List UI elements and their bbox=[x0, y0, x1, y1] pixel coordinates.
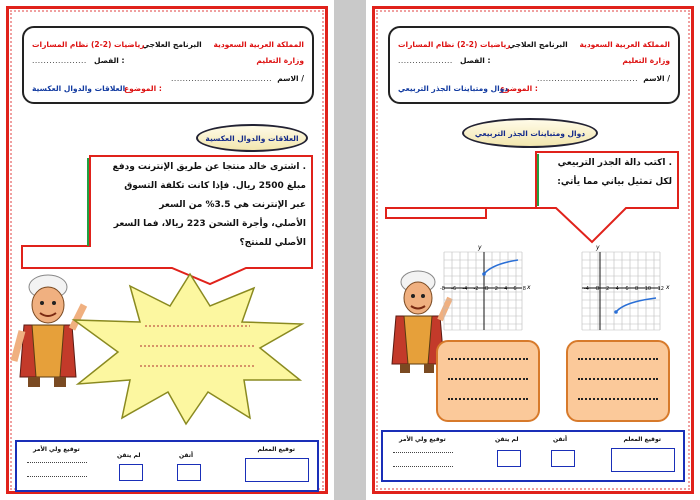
name-field[interactable]: ................................... bbox=[171, 74, 272, 83]
parent-signature-line[interactable] bbox=[393, 466, 453, 467]
tick-label: 4 bbox=[504, 286, 508, 292]
signature-box bbox=[381, 430, 685, 482]
teacher-signature-label: توقيع المعلم bbox=[257, 446, 295, 453]
graph-1-x-ticks bbox=[440, 286, 526, 292]
header-box bbox=[388, 26, 680, 104]
kingdom-label: المملكة العربية السعودية bbox=[213, 40, 304, 49]
question-line: عبر الإنترنت هي 3.5% من السعر bbox=[159, 200, 306, 210]
course-label: رياضيات (2-2) نظام المسارات bbox=[32, 40, 145, 49]
header-box bbox=[22, 26, 314, 104]
tick-label: 8 bbox=[522, 286, 526, 292]
graph-2-y-label: y bbox=[596, 244, 600, 251]
question-line: الأصلي للمنتج؟ bbox=[239, 238, 306, 248]
graph-2-x-label: x bbox=[666, 284, 670, 291]
tick-label: -4 bbox=[584, 286, 589, 292]
tick-label: 6 bbox=[625, 286, 629, 292]
not-mastered-label: لم يتقن bbox=[117, 452, 141, 459]
question-text bbox=[542, 154, 672, 192]
class-field[interactable]: ................... bbox=[398, 56, 453, 65]
graph-1-y-label: y bbox=[478, 244, 482, 251]
tick-label: 4 bbox=[615, 286, 619, 292]
parent-signature-line[interactable] bbox=[27, 476, 87, 477]
tick-label: 8 bbox=[635, 286, 639, 292]
question-line: مبلغ 2500 ريال. فإذا كانت تكلفة التسوق bbox=[124, 181, 306, 191]
teacher-signature-field[interactable] bbox=[245, 458, 309, 482]
tick-label: -2 bbox=[473, 286, 479, 292]
topic-label: الموضوع : bbox=[500, 84, 538, 93]
teacher-signature-label: توقيع المعلم bbox=[623, 436, 661, 443]
tick-label: -6 bbox=[451, 286, 457, 292]
tick-label: -4 bbox=[462, 286, 468, 292]
program-label: البرنامج العلاجي bbox=[508, 40, 568, 49]
class-field[interactable]: ................... bbox=[32, 56, 87, 65]
topic-value: دوال ومتباينات الجذر التربيعي bbox=[398, 84, 509, 93]
teacher-signature-field[interactable] bbox=[611, 448, 675, 472]
topic-title-oval bbox=[462, 118, 598, 148]
graph-1-x-label: x bbox=[527, 284, 531, 291]
worksheet-page-right bbox=[366, 0, 700, 500]
tick-label: 6 bbox=[513, 286, 517, 292]
name-field[interactable]: ................................... bbox=[537, 74, 638, 83]
tick-label: 12 bbox=[657, 286, 664, 292]
tick-label: O bbox=[484, 286, 489, 292]
question-line: الأصلي، وأجرة الشحن 223 ريالا، فما السعر bbox=[113, 219, 306, 229]
not-mastered-checkbox[interactable] bbox=[119, 464, 143, 481]
class-label: الفصل : bbox=[460, 56, 491, 65]
mastered-label: أتقن bbox=[553, 436, 568, 443]
question-line: . اكتب دالة الجذر التربيعي bbox=[557, 158, 672, 168]
answer-box-2[interactable] bbox=[566, 340, 670, 422]
course-label: رياضيات (2-2) نظام المسارات bbox=[398, 40, 511, 49]
name-label: الاسم / bbox=[643, 74, 670, 83]
topic-title: العلاقات والدوال العكسية bbox=[205, 133, 299, 143]
tick-label: -8 bbox=[440, 286, 445, 292]
mastered-label: أتقن bbox=[179, 452, 194, 459]
graph-2-x-ticks bbox=[584, 286, 664, 292]
parent-signature-label: توقيع ولي الأمر bbox=[33, 446, 80, 453]
answer-starburst bbox=[70, 268, 310, 428]
tick-label: 2 bbox=[494, 286, 498, 292]
kingdom-label: المملكة العربية السعودية bbox=[579, 40, 670, 49]
topic-title: دوال ومتباينات الجذر التربيعي bbox=[474, 128, 586, 138]
mastered-checkbox[interactable] bbox=[177, 464, 201, 481]
mastered-checkbox[interactable] bbox=[551, 450, 575, 467]
topic-value: العلاقات والدوال العكسية bbox=[32, 84, 126, 93]
program-label: البرنامج العلاجي bbox=[142, 40, 202, 49]
question-line: . اشترى خالد منتجا عن طريق الإنترنت ودفع bbox=[112, 162, 306, 172]
question-line: لكل تمثيل بياني مما يأتي: bbox=[557, 177, 672, 187]
name-label: الاسم / bbox=[277, 74, 304, 83]
not-mastered-label: لم يتقن bbox=[495, 436, 519, 443]
tick-label: 2 bbox=[605, 286, 610, 292]
class-label: الفصل : bbox=[94, 56, 125, 65]
parent-signature-line[interactable] bbox=[27, 462, 87, 463]
parent-signature-line[interactable] bbox=[393, 452, 453, 453]
topic-label: الموضوع : bbox=[124, 84, 162, 93]
parent-signature-label: توقيع ولي الأمر bbox=[399, 436, 446, 443]
not-mastered-checkbox[interactable] bbox=[497, 450, 521, 467]
worksheet-page-left bbox=[0, 0, 334, 500]
question-text bbox=[92, 158, 306, 253]
tick-label: O bbox=[595, 286, 600, 292]
answer-box-1[interactable] bbox=[436, 340, 540, 422]
signature-box bbox=[15, 440, 319, 492]
ministry-label: وزارة التعليم bbox=[622, 56, 670, 65]
tick-label: 10 bbox=[644, 286, 652, 292]
ministry-label: وزارة التعليم bbox=[256, 56, 304, 65]
topic-title-oval bbox=[196, 124, 308, 152]
